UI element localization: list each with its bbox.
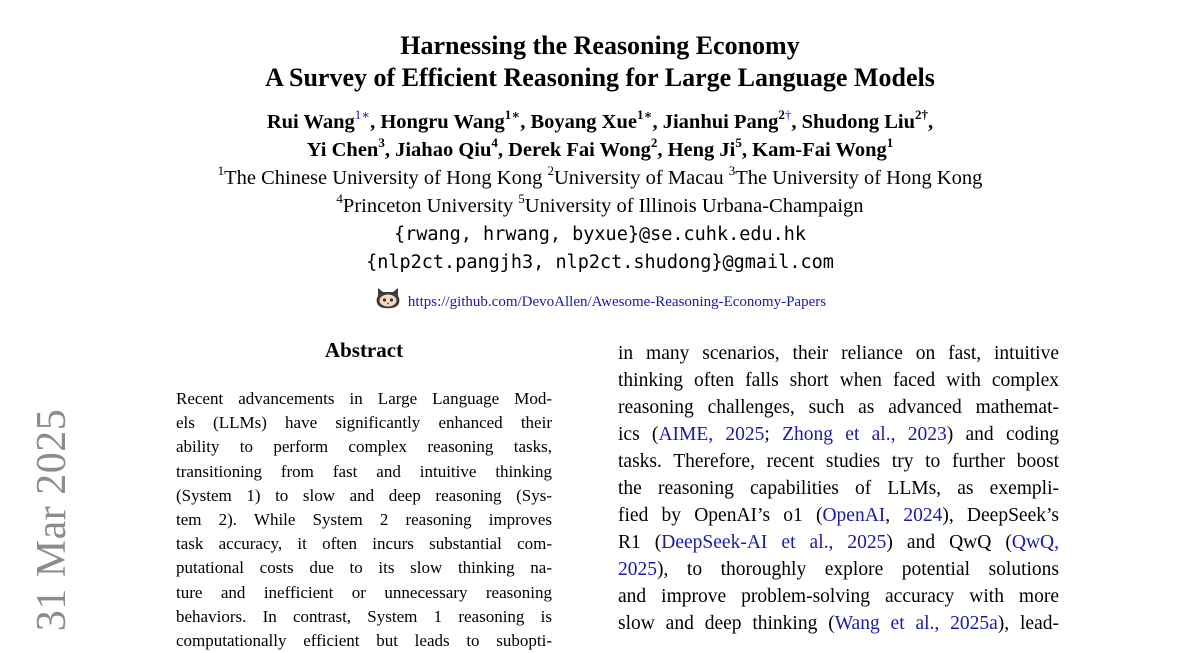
author-name: Rui Wang — [266, 111, 355, 133]
citation-link-wang[interactable]: Wang et al., 2025a — [834, 613, 998, 634]
affiliation-name: University of Macau — [554, 167, 724, 189]
abstract-line: ture and inefficient or unnecessary reasoning — [176, 582, 552, 602]
email-line-1: {rwang, hrwang, byxue}@se.cuhk.edu.hk — [393, 224, 807, 245]
author-mark: † — [784, 107, 792, 123]
author-mark: ∗ — [511, 107, 521, 123]
author-separator: , — [791, 111, 802, 133]
arxiv-date-stamp: 31 Mar 2025 — [29, 408, 75, 632]
author-name: Kam-Fai Wong — [752, 139, 887, 161]
abstract-line: els (LLMs) have significantly enhanced their — [176, 413, 552, 433]
abstract-body — [176, 387, 552, 653]
author-name: Yi Chen — [306, 139, 379, 161]
body-text: ) and coding — [946, 424, 1060, 445]
affiliation-name: Princeton University — [342, 195, 514, 217]
author-separator: , — [928, 111, 934, 133]
body-line: thinking often falls short when faced with complex — [618, 370, 1059, 391]
author-affiliation: 1 — [886, 135, 894, 151]
body-line — [618, 529, 1059, 556]
abstract-line: putational costs due to its slow thinking na- — [176, 558, 552, 578]
author-line-1 — [0, 107, 1200, 134]
author-mark: ∗ — [643, 107, 653, 123]
github-repo-link[interactable]: https://github.com/DevoAllen/Awesome-Reasoning-Economy-Papers — [407, 293, 827, 310]
body-text: ; — [764, 424, 783, 445]
body-text: ) and QwQ ( — [886, 532, 1012, 553]
author-separator: , — [384, 139, 396, 161]
author-separator: , — [657, 139, 668, 161]
body-text: ), DeepSeek’s — [942, 505, 1059, 526]
affiliation-number: 2 — [547, 163, 554, 179]
email-line-2: {nlp2ct.pangjh3, nlp2ct.shudong}@gmail.com — [366, 252, 834, 273]
author-separator: , — [741, 139, 753, 161]
author-affiliation: 2 — [778, 107, 785, 123]
body-line: tasks. Therefore, recent studies try to further boost — [618, 451, 1059, 472]
abstract-line: (System 1) to slow and deep reasoning (Sys- — [176, 485, 552, 505]
author-affiliation: 2 — [915, 107, 922, 123]
author-name: Hongru Wang — [380, 111, 505, 133]
body-line — [618, 502, 1059, 529]
body-line — [618, 610, 1059, 637]
body-line: the reasoning capabilities of LLMs, as exempli- — [618, 478, 1059, 499]
abstract-line: tem 2). While System 2 reasoning improves — [176, 509, 552, 529]
body-line: and improve problem-solving accuracy with more — [618, 586, 1059, 607]
abstract-heading: Abstract — [324, 338, 404, 362]
author-name: Jiahao Qiu — [395, 139, 492, 161]
author-name: Heng Ji — [667, 139, 736, 161]
author-affiliation: 1 — [636, 107, 644, 123]
abstract-line: ability to perform complex reasoning tasks, — [176, 437, 552, 457]
affiliation-line-1 — [0, 163, 1200, 190]
author-mark: † — [921, 107, 929, 123]
affiliation-name: The University of Hong Kong — [735, 167, 983, 189]
body-text: fied by OpenAI’s o1 ( — [618, 505, 823, 526]
body-text: ics ( — [618, 424, 659, 445]
affiliation-name: University of Illinois Urbana-Champaign — [524, 195, 864, 217]
body-line: in many scenarios, their reliance on fast, intuitive — [618, 343, 1059, 364]
author-name: Derek Fai Wong — [508, 139, 651, 161]
author-affiliation: 1 — [354, 107, 362, 123]
citation-link-qwq[interactable]: QwQ, — [1011, 532, 1059, 553]
author-name: Shudong Liu — [801, 111, 916, 133]
citation-link-zhong[interactable]: Zhong et al., 2023 — [782, 424, 947, 445]
abstract-line: computationally efficient but leads to subopti- — [176, 630, 552, 650]
abstract-line: behaviors. In contrast, System 1 reasoning is — [176, 606, 552, 626]
affiliation-number: 5 — [518, 191, 525, 207]
body-text: slow and deep thinking ( — [618, 613, 835, 634]
citation-link-aime[interactable]: AIME, 2025 — [658, 424, 765, 445]
abstract-line: transitioning from fast and intuitive thinking — [176, 461, 552, 481]
author-separator: , — [497, 139, 509, 161]
author-name: Boyang Xue — [530, 111, 637, 133]
body-text: , — [885, 505, 904, 526]
abstract-line: task accuracy, it often incurs substantial com- — [176, 534, 552, 554]
citation-link-openai-year[interactable]: 2024 — [903, 505, 943, 526]
github-octocat-icon — [374, 283, 402, 311]
affiliation-number: 3 — [728, 163, 736, 179]
body-line — [618, 421, 1059, 448]
author-affiliation: 1 — [504, 107, 512, 123]
author-separator: , — [652, 111, 663, 133]
introduction-column — [618, 340, 1059, 637]
affiliation-line-2 — [0, 191, 1200, 218]
paper-title-line-2: A Survey of Efficient Reasoning for Large Language Models — [265, 63, 935, 92]
github-row — [0, 283, 1200, 311]
body-text: R1 ( — [618, 532, 662, 553]
body-line: reasoning challenges, such as advanced mathemat- — [618, 397, 1059, 418]
citation-link-qwq-year[interactable]: 2025 — [618, 559, 657, 580]
author-mark: ∗ — [361, 107, 371, 123]
author-separator: , — [370, 111, 381, 133]
author-separator: , — [520, 111, 531, 133]
author-affiliation: 4 — [491, 135, 498, 151]
author-name: Jianhui Pang — [662, 111, 779, 133]
abstract-line: Recent advancements in Large Language Mod- — [176, 389, 552, 408]
body-text: ), to thoroughly explore potential solutions — [657, 559, 1059, 580]
paper-title-line-1: Harnessing the Reasoning Economy — [400, 31, 800, 60]
body-line — [618, 556, 1059, 583]
author-affiliation: 5 — [735, 135, 742, 151]
affiliation-name: The Chinese University of Hong Kong — [224, 167, 543, 189]
author-affiliation: 3 — [378, 135, 385, 151]
body-text: ), lead- — [997, 613, 1059, 634]
citation-link-deepseek[interactable]: DeepSeek-AI et al., 2025 — [661, 532, 887, 553]
affiliation-number: 1 — [217, 163, 225, 179]
citation-link-openai[interactable]: OpenAI — [822, 505, 886, 526]
author-line-2 — [0, 135, 1200, 162]
author-affiliation: 2 — [650, 135, 658, 151]
affiliation-number: 4 — [336, 191, 343, 207]
